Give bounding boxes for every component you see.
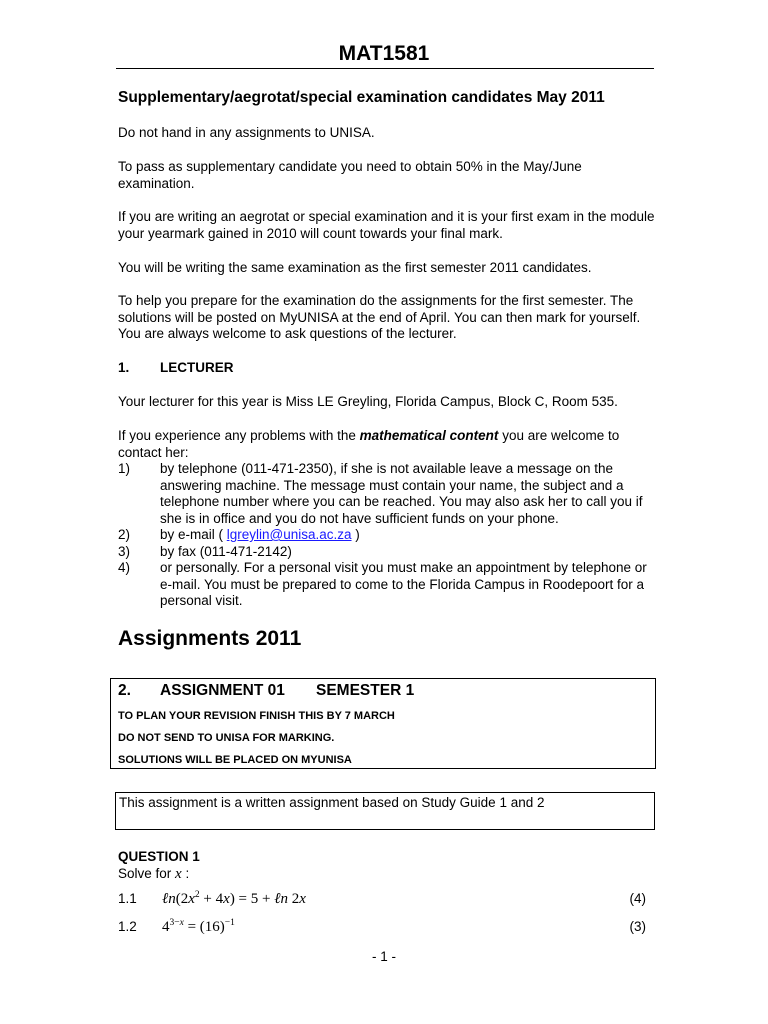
list-item [118,560,658,610]
prompt-variable: x [175,866,182,882]
question-prompt [118,866,189,883]
assignment-instruction: DO NOT SEND TO UNISA FOR MARKING. [118,732,335,744]
contact-email [160,527,658,544]
question-item-1-1 [118,887,646,908]
question-item-1-2 [118,915,646,936]
marks: (3) [629,919,646,934]
contact-pre: If you experience any problems with the [118,428,360,443]
marks: (4) [629,891,646,906]
list-number: 4) [118,560,131,575]
question-1-title: QUESTION 1 [118,849,200,864]
page-number: - 1 - [371,949,396,964]
intro-paragraph: Do not hand in any assignments to UNISA. [118,125,375,140]
equation-1-2: $4^{3-x} = (16)^{-1}$ [162,918,235,935]
contact-fax: by fax (011-471-2142) [160,543,292,559]
list-item [118,461,658,527]
contact-intro [118,428,658,461]
email-link[interactable]: lgreylin@unisa.ac.za [226,527,352,542]
mathematical-content-emphasis: mathematical content [359,428,499,443]
item-number: 1.2 [118,919,137,934]
assignments-heading: Assignments 2011 [118,627,302,650]
intro-paragraph: You will be writing the same examination as the first semester 2011 candidates. [118,260,592,275]
assignment-01-box [110,678,656,769]
prompt-end: : [181,866,190,881]
prompt-text: Solve for [118,866,176,881]
contact-post: you are welcome to contact her: [118,428,620,460]
contact-telephone: by telephone (011-471-2350), if she is not available leave a message on the answering machine. The message must contain your name, the subject and a telephone number where you can be reached. You may also ask her to call you if she is in office and you do not have sufficient funds on your phone. [160,461,643,526]
title-divider [116,68,654,69]
assignment-note-box [115,792,655,830]
assignment-instruction: TO PLAN YOUR REVISION FINISH THIS BY 7 MARCH [118,710,395,722]
assignment-instruction: SOLUTIONS WILL BE PLACED ON MYUNISA [118,754,352,766]
email-pre: by e-mail ( [160,527,227,542]
equation-1-1: $\ell n(2x^2 + 4x) = 5$ + ℓn 2x [162,890,306,907]
lecturer-section-heading [118,360,234,375]
section-number: 1. [118,360,130,375]
list-number: 3) [118,543,131,559]
contact-methods-list [118,461,658,610]
item-number: 1.1 [118,891,137,906]
supplementary-heading: Supplementary/aegrotat/special examination candidates May 2011 [118,89,605,106]
assignment-header [118,682,414,700]
intro-paragraph: To pass as supplementary candidate you need to obtain 50% in the May/June examination. [118,159,582,191]
list-item [118,527,658,544]
contact-personal-visit: or personally. For a personal visit you must make an appointment by telephone or e-mail. You must be prepared to come to the Florida Campus in Roodepoort for a personal visit. [160,560,647,608]
list-number: 2) [118,527,131,542]
assignment-title: ASSIGNMENT 01 [160,682,285,699]
list-number: 1) [118,461,131,476]
course-code-title: MAT1581 [338,42,430,65]
assignment-number: 2. [118,682,131,699]
list-item [118,544,658,561]
lecturer-intro: Your lecturer for this year is Miss LE Greyling, Florida Campus, Block C, Room 535. [118,394,618,409]
intro-paragraph: To help you prepare for the examination do the assignments for the first semester. The solutions will be posted on MyUNISA at the end of April. You can then mark for yourself. You are always welcome to ask questions of the lecturer. [118,293,641,341]
assignment-note: This assignment is a written assignment based on Study Guide 1 and 2 [119,795,545,810]
semester-label: SEMESTER 1 [316,682,415,699]
section-title: LECTURER [160,360,234,375]
intro-paragraph: If you are writing an aegrotat or special examination and it is your first exam in the module your yearmark gained in 2010 will count towards your final mark. [118,209,655,241]
email-post: ) [351,527,360,542]
